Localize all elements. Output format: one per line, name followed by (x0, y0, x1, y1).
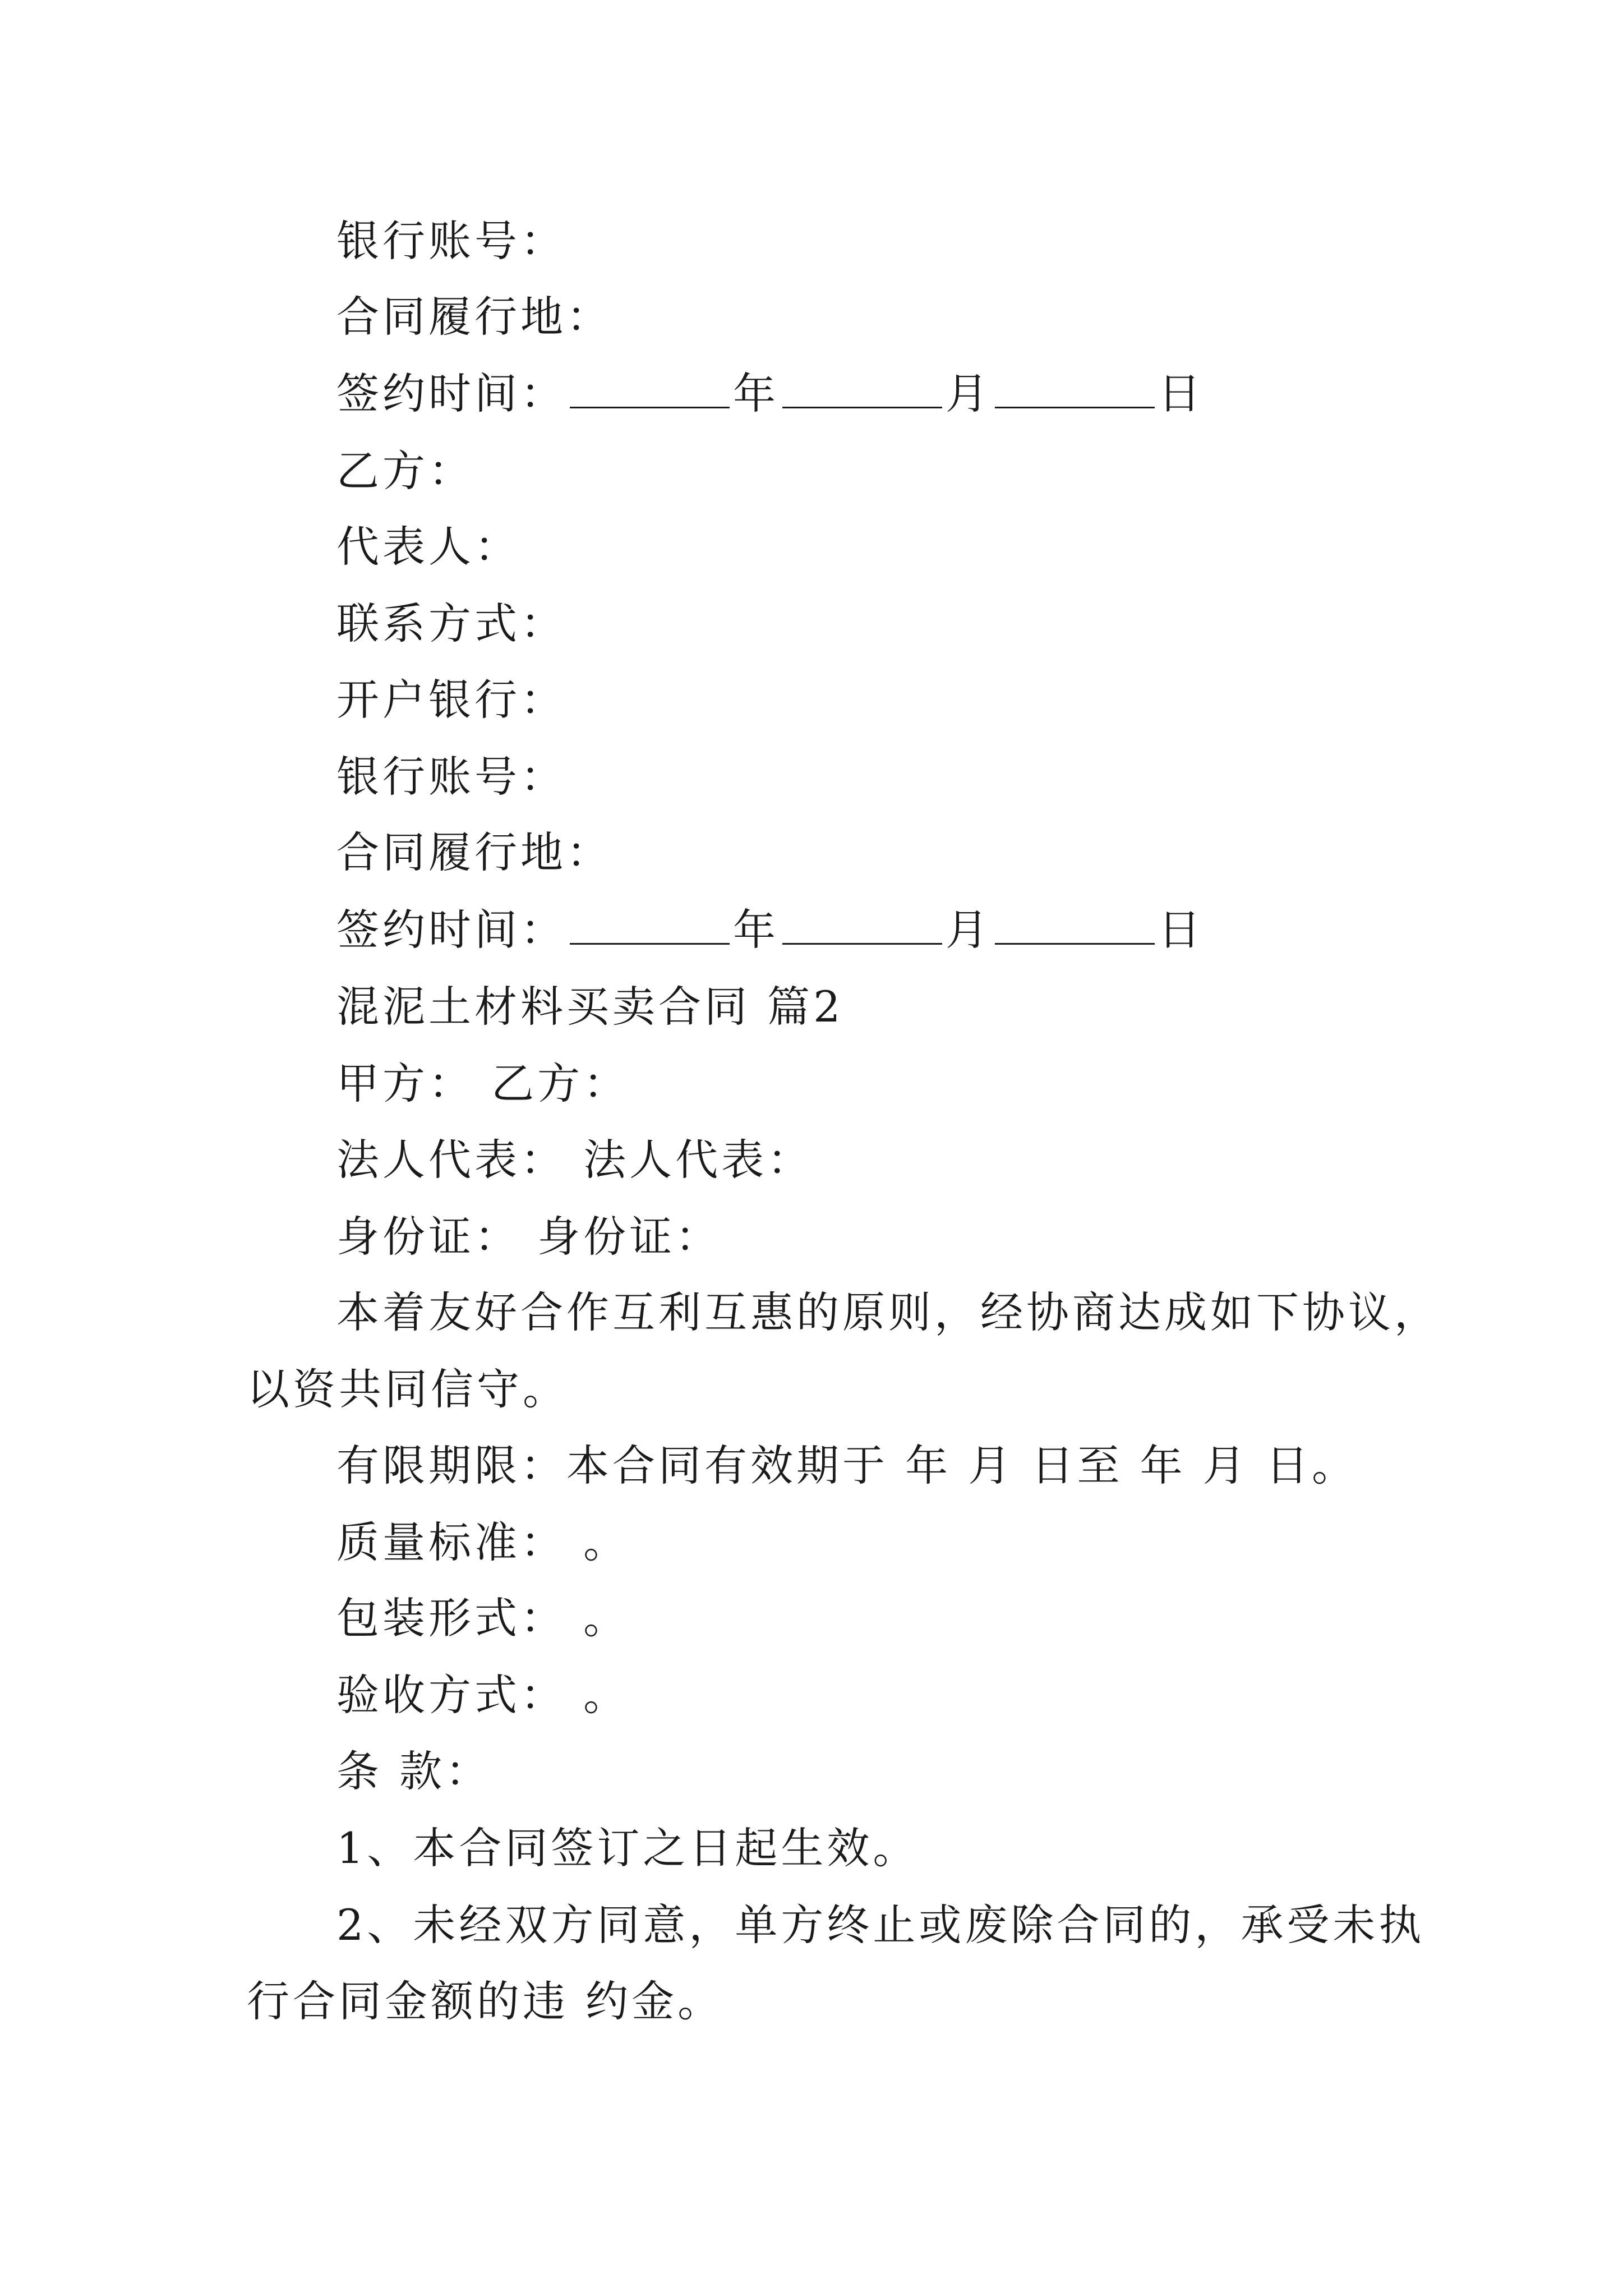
parties-line: 甲方： 乙方： (336, 1059, 630, 1108)
month-blank (782, 370, 942, 408)
signing-date-line-1 (336, 366, 1204, 422)
year-label: 年 (733, 369, 779, 418)
contract-place-line-1: 合同履行地： (336, 292, 612, 342)
bank-account-line-2: 银行账号： (336, 752, 566, 802)
day-blank (995, 906, 1155, 945)
preamble-line: 本着友好合作互利互惠的原则，经协商达成如下协议， (336, 1287, 1440, 1337)
bank-line: 开户银行： (336, 675, 566, 725)
packaging-line: 包装形式： 。 (336, 1593, 630, 1643)
month-label: 月 (946, 905, 992, 955)
terms-heading: 条 款： (336, 1746, 492, 1796)
bank-account-line-1: 银行账号： (336, 216, 566, 266)
signing-date-line-2 (336, 902, 1204, 958)
year-blank (570, 906, 730, 945)
year-blank (570, 370, 730, 408)
term-1: 1、本合同签订之日起生效。 (336, 1823, 919, 1873)
validity-line: 有限期限：本合同有效期于 年 月 日至 年 月 日。 (336, 1441, 1358, 1490)
id-card-line: 身份证： 身份证： (336, 1212, 722, 1262)
year-label: 年 (733, 905, 779, 955)
legal-rep-line: 法人代表： 法人代表： (336, 1135, 814, 1185)
acceptance-line: 验收方式： 。 (336, 1670, 630, 1720)
representative-line: 代表人： (336, 522, 520, 572)
day-label: 日 (1158, 905, 1204, 955)
party-b-line: 乙方： (336, 446, 474, 496)
month-label: 月 (946, 369, 992, 418)
day-label: 日 (1158, 369, 1204, 418)
quality-line: 质量标准： 。 (336, 1517, 630, 1567)
preamble-continuation: 以资共同信守。 (247, 1364, 569, 1414)
term-2-continuation: 行合同金额的违 约金。 (247, 1976, 724, 2026)
month-blank (782, 906, 942, 945)
section-title: 混泥土材料买卖合同 篇2 (336, 982, 844, 1032)
contact-line: 联系方式： (336, 599, 566, 648)
day-blank (995, 370, 1155, 408)
signing-date-label: 签约时间： (336, 905, 566, 955)
contract-place-line-2: 合同履行地： (336, 827, 612, 877)
term-2: 2、未经双方同意，单方终止或废除合同的，承受未执 (336, 1900, 1425, 1950)
signing-date-label: 签约时间： (336, 369, 566, 418)
